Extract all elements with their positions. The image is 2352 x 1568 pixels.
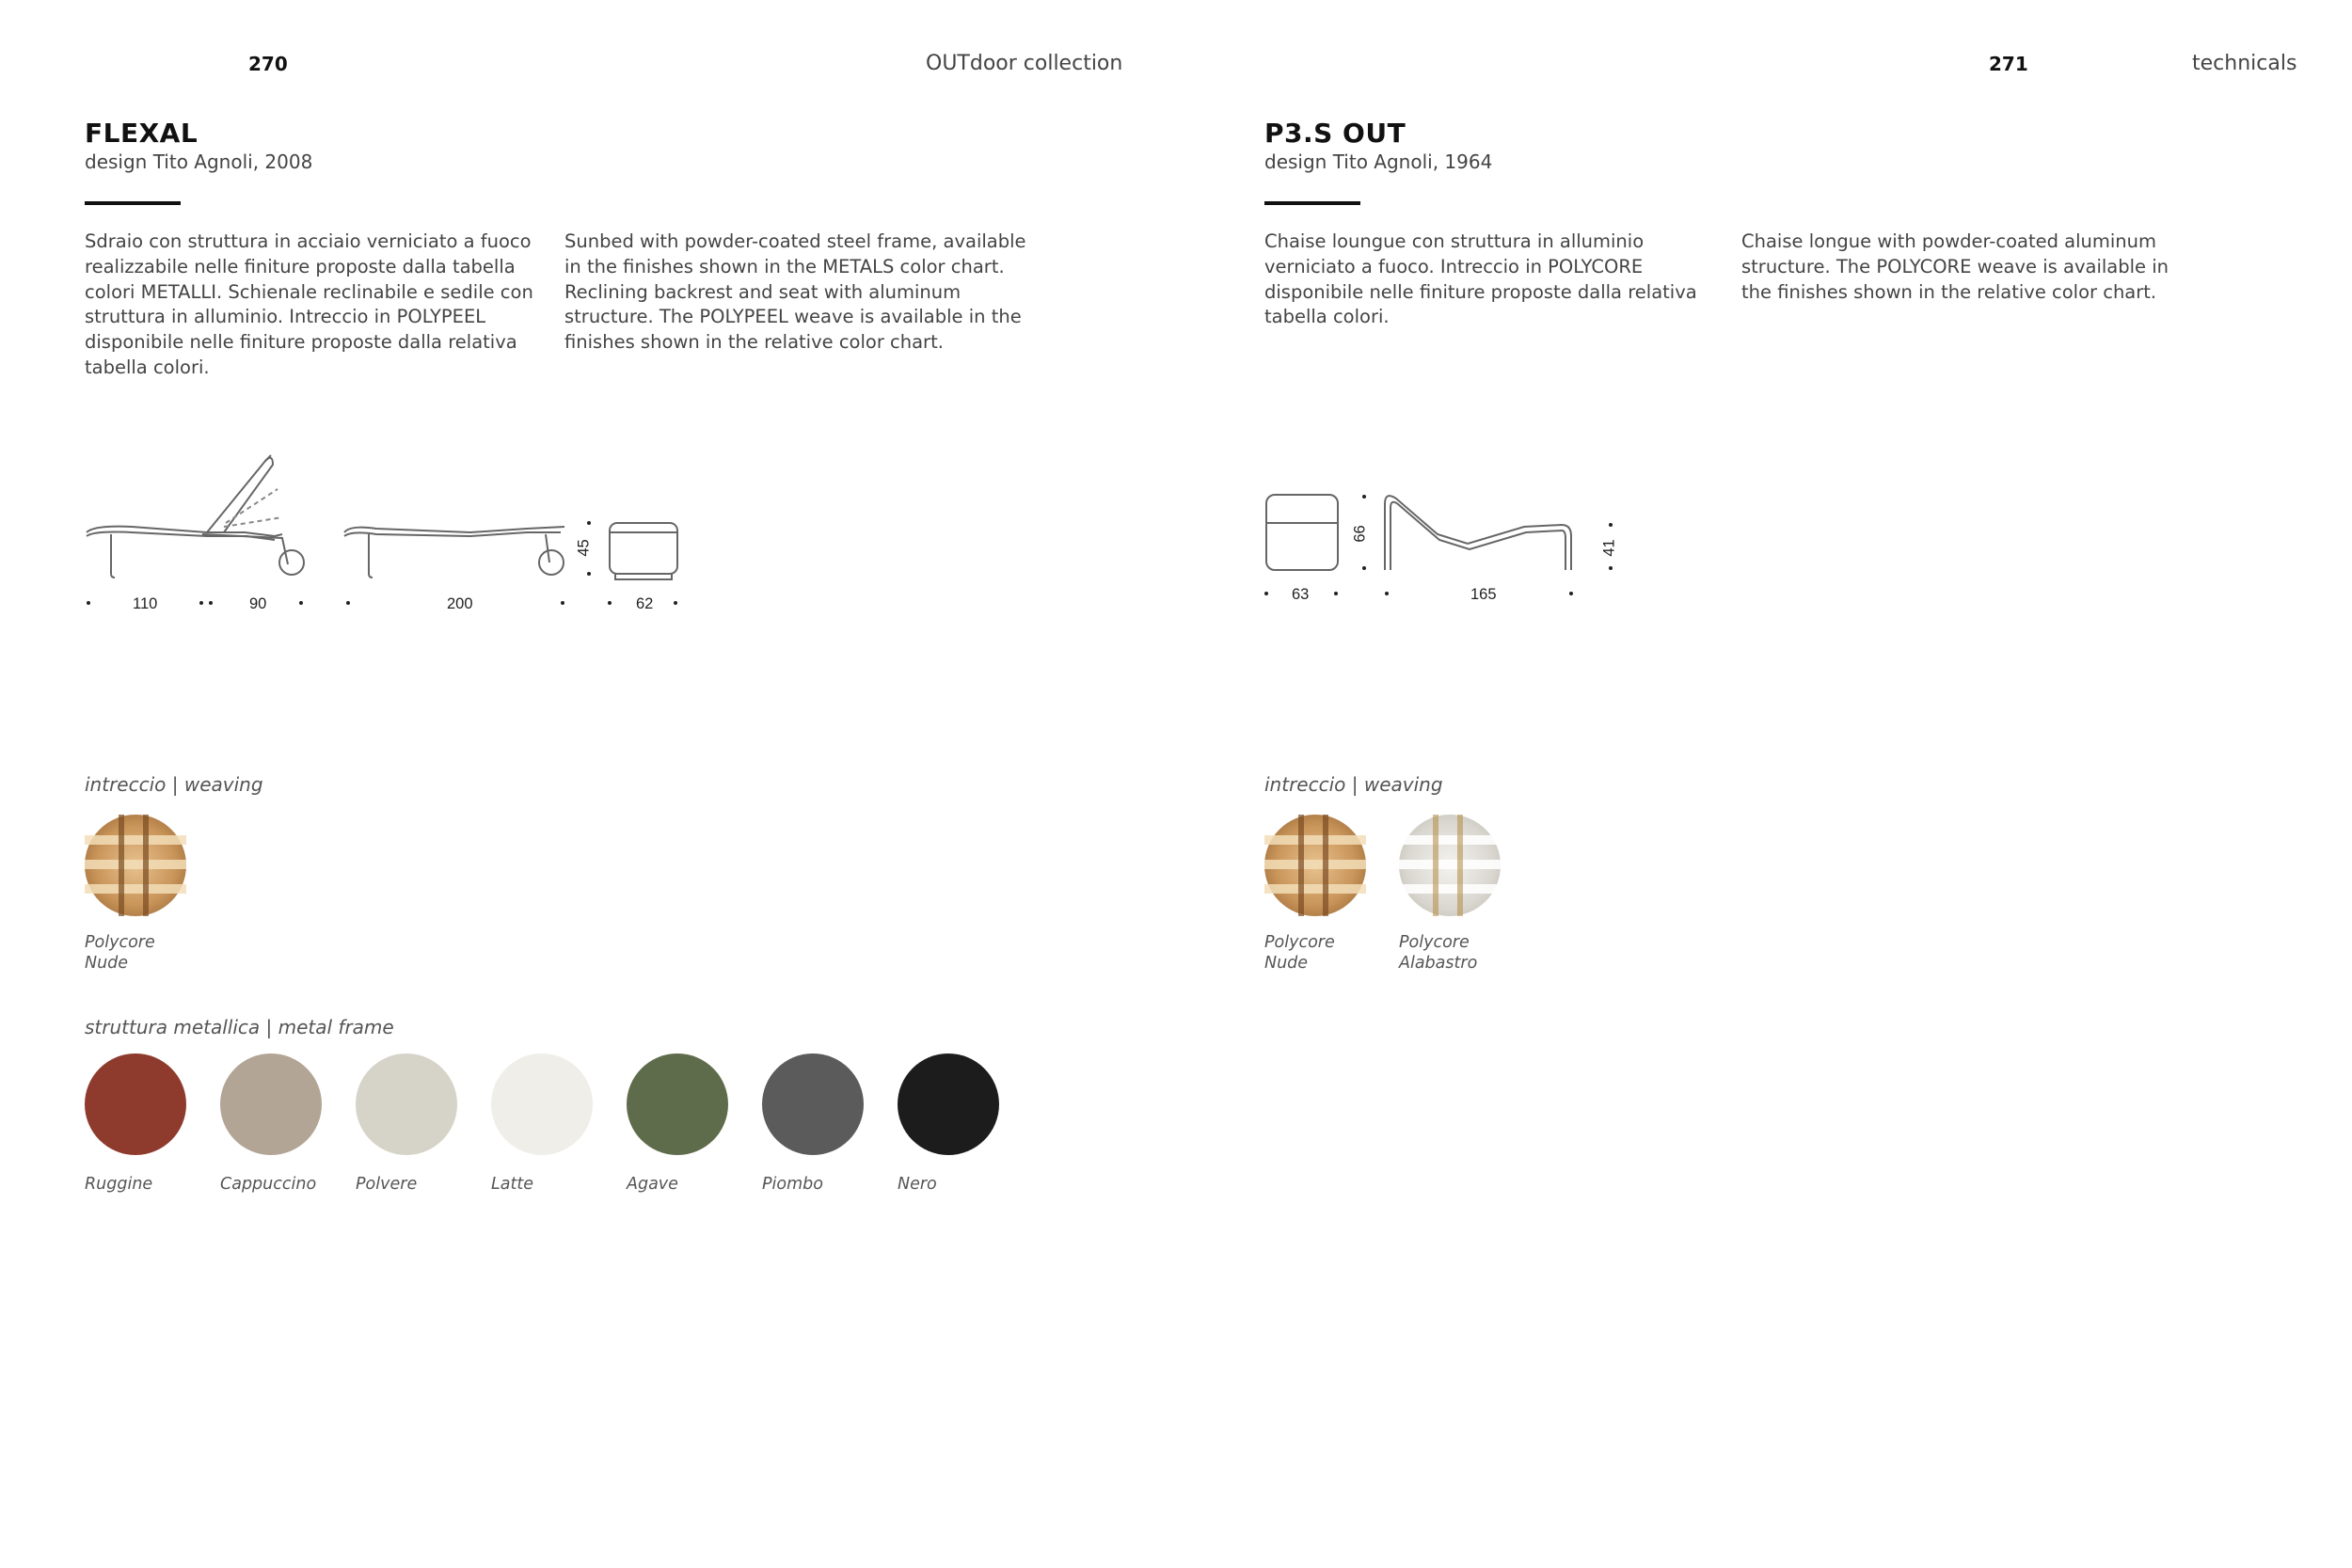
swatch-weave-polycore-alabastro: [1399, 815, 1501, 916]
weaving-heading: intreccio | weaving: [1264, 773, 1443, 796]
weave-pattern-icon: [1399, 815, 1501, 916]
weave-label-line2: Nude: [1264, 954, 1309, 973]
dim-width: 62: [636, 595, 654, 612]
weave-label: [1399, 932, 1531, 974]
product-title: P3.S OUT: [1264, 118, 1406, 149]
running-head-left: OUTdoor collection: [926, 52, 1123, 75]
weave-label: [1264, 932, 1396, 974]
frame-color-label: Agave: [627, 1175, 678, 1194]
weaving-heading: intreccio | weaving: [85, 773, 263, 796]
weave-label-line2: Alabastro: [1399, 954, 1478, 973]
frame-color-label: Polvere: [356, 1175, 418, 1194]
product-designer: design Tito Agnoli, 2008: [85, 150, 313, 173]
weave-pattern-icon: [1264, 815, 1366, 916]
dim-height: 41: [1600, 539, 1618, 557]
product-designer: design Tito Agnoli, 1964: [1264, 150, 1493, 173]
dim-length-total: 200: [447, 595, 473, 612]
dim-length-a: 110: [133, 595, 158, 612]
dim-length-b: 90: [249, 595, 267, 612]
description-italian: Sdraio con struttura in acciaio verniciato a fuoco realizzabile nelle finiture proposte dalla tabella colori METALLI. Schienale reclinabile e sedile con struttura in alluminio. Intreccio in POLYPEEL disponibile nelle finiture proposte dalla relativa tabella colori.: [85, 230, 533, 378]
frame-color-label: Nero: [898, 1175, 937, 1194]
description-english: Chaise longue with powder-coated aluminum structure. The POLYCORE weave is available in the finishes shown in the relative color chart.: [1741, 230, 2169, 303]
frame-color-label: Piombo: [762, 1175, 823, 1194]
frame-heading: struttura metallica | metal frame: [85, 1016, 394, 1038]
product-title: FLEXAL: [85, 118, 199, 149]
dim-depth: 66: [1351, 525, 1369, 543]
description-italian: Chaise loungue con struttura in alluminio verniciato a fuoco. Intreccio in POLYCORE disponibile nelle finiture proposte dalla relativa tabella colori.: [1264, 230, 1697, 328]
page-number-left: 270: [248, 53, 288, 75]
weave-label-line1: Polycore: [85, 933, 155, 952]
running-head-right: technicals: [2192, 52, 2297, 75]
weave-label-line2: Nude: [85, 954, 129, 973]
frame-color-label: Ruggine: [85, 1175, 153, 1194]
swatch-weave-polycore-nude: [1264, 815, 1366, 916]
page-number-right: 271: [1989, 53, 2028, 75]
dim-width: 63: [1292, 586, 1310, 603]
description-english: Sunbed with powder-coated steel frame, available in the finishes shown in the METALS color chart. Reclining backrest and seat with aluminum structure. The POLYPEEL weave is available in the finishes shown in the relative color chart.: [564, 230, 1026, 354]
frame-color-label: Latte: [491, 1175, 533, 1194]
dim-height: 45: [575, 539, 593, 557]
dim-length: 165: [1470, 586, 1497, 603]
weave-label-line1: Polycore: [1264, 933, 1335, 952]
weave-label-line1: Polycore: [1399, 933, 1470, 952]
frame-color-label: Cappuccino: [220, 1175, 317, 1194]
